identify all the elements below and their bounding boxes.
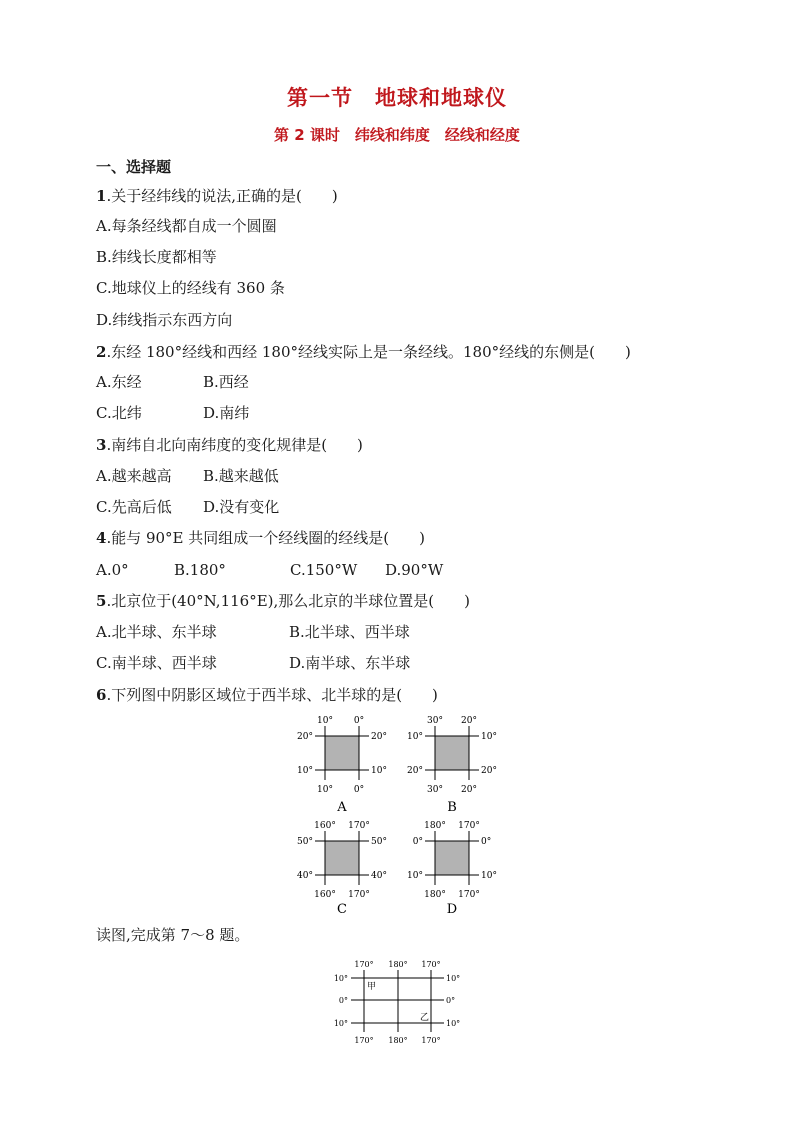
question-3-option-c: C.先高后低	[96, 498, 172, 516]
map-left-label-3: 10°	[333, 1019, 348, 1028]
figure-d-caption: D	[446, 902, 458, 917]
map-bottom-label-3: 170°	[421, 1036, 441, 1045]
question-2-option-a: A.东经	[96, 373, 142, 391]
figure-c-bottom-right: 170°	[348, 890, 370, 900]
question-1-option-d: D.纬线指示东西方向	[96, 311, 233, 329]
question-5-option-a: A.北半球、东半球	[96, 623, 217, 641]
map-figure	[334, 960, 460, 1045]
figure-b-left-bottom: 20°	[407, 766, 423, 776]
figure-c-left-top: 50°	[297, 837, 313, 847]
figure-b-bottom-right: 20°	[461, 785, 477, 795]
figure-b-bottom-left: 30°	[427, 785, 443, 795]
question-5-option-c: C.南半球、西半球	[96, 654, 217, 672]
map-point-jia: 甲	[367, 982, 377, 992]
map-left-label-1: 10°	[333, 974, 348, 983]
question-2-option-b: B.西经	[203, 373, 249, 391]
figure-a-top-left: 10°	[317, 716, 333, 726]
map-bottom-label-1: 170°	[354, 1036, 374, 1045]
map-right-label-2: 0°	[446, 996, 456, 1005]
figure-a	[297, 716, 387, 815]
figure-d-right-bottom: 10°	[481, 871, 497, 881]
question-5-stem: 5.北京位于(40°N,116°E),那么北京的半球位置是( )	[96, 592, 470, 610]
figure-c-top-right: 170°	[348, 821, 370, 831]
map-top-label-2: 180°	[388, 960, 408, 969]
question-1-option-a: A.每条经线都自成一个圆圈	[96, 217, 277, 235]
question-2-stem: 2.东经 180°经线和西经 180°经线实际上是一条经线。180°经线的东侧是( )	[96, 343, 631, 361]
figure-c-right-bottom: 40°	[371, 871, 387, 881]
figure-c	[297, 821, 387, 917]
question-2-option-d: D.南纬	[203, 404, 250, 422]
map-bottom-label-2: 180°	[388, 1036, 408, 1045]
question-3-option-d: D.没有变化	[203, 498, 280, 516]
figure-c-top-left: 160°	[314, 821, 336, 831]
question-2-option-c: C.北纬	[96, 404, 142, 422]
question-3-stem: 3.南纬自北向南纬度的变化规律是( )	[96, 436, 363, 454]
figure-b-left-top: 10°	[407, 732, 423, 742]
figure-d	[407, 821, 497, 917]
figure-c-right-top: 50°	[371, 837, 387, 847]
section-label: 一、选择题	[96, 158, 172, 176]
figure-d-left-top: 0°	[412, 837, 423, 847]
question-3-option-a: A.越来越高	[96, 467, 172, 485]
figure-a-right-bottom: 10°	[371, 766, 387, 776]
question-4-option-b: B.180°	[174, 561, 226, 579]
question-4-option-c: C.150°W	[290, 561, 358, 579]
map-top-label-1: 170°	[354, 960, 374, 969]
question-1-stem: 1.关于经纬线的说法,正确的是( )	[96, 187, 338, 205]
map-point-yi: 乙	[420, 1013, 430, 1023]
map-right-label-3: 10°	[446, 1019, 461, 1028]
question-4-stem: 4.能与 90°E 共同组成一个经线圈的经线是( )	[96, 529, 425, 547]
figure-c-bottom-left: 160°	[314, 890, 336, 900]
page-subtitle: 第 2 课时 纬线和纬度 经线和经度	[274, 126, 520, 144]
figure-a-top-right: 0°	[353, 716, 365, 726]
figure-d-top-left: 180°	[424, 821, 446, 831]
figure-a-left-bottom: 10°	[297, 766, 313, 776]
figure-a-right-top: 20°	[371, 732, 387, 742]
figure-b	[407, 716, 497, 815]
figure-a-caption: A	[337, 800, 347, 815]
figure-d-left-bottom: 10°	[407, 871, 423, 881]
figure-a-bottom-right: 0°	[353, 785, 365, 795]
figure-b-caption: B	[447, 800, 457, 815]
figure-d-bottom-left: 180°	[424, 890, 446, 900]
reading-prompt: 读图,完成第 7～8 题。	[96, 926, 250, 944]
figure-b-right-top: 10°	[481, 732, 497, 742]
question-4-option-a: A.0°	[96, 561, 129, 579]
figure-d-bottom-right: 170°	[458, 890, 480, 900]
question-1-option-c: C.地球仪上的经线有 360 条	[96, 279, 285, 297]
question-5-option-b: B.北半球、西半球	[289, 623, 410, 641]
map-left-label-2: 0°	[338, 996, 348, 1005]
map-top-label-3: 170°	[421, 960, 441, 969]
question-3-option-b: B.越来越低	[203, 467, 279, 485]
figure-a-bottom-left: 10°	[317, 785, 333, 795]
figure-a-left-top: 20°	[297, 732, 313, 742]
figure-b-top-left: 30°	[427, 716, 443, 726]
figure-c-caption: C	[337, 902, 347, 917]
figure-c-left-bottom: 40°	[297, 871, 313, 881]
figure-d-right-top: 0°	[481, 837, 492, 847]
question-5-option-d: D.南半球、东半球	[289, 654, 411, 672]
figure-b-top-right: 20°	[461, 716, 477, 726]
question-4-option-d: D.90°W	[385, 561, 444, 579]
question-1-option-b: B.纬线长度都相等	[96, 248, 217, 266]
question-6-stem: 6.下列图中阴影区域位于西半球、北半球的是( )	[96, 686, 438, 704]
page-title: 第一节 地球和地球仪	[287, 86, 507, 110]
figure-d-top-right: 170°	[458, 821, 480, 831]
map-right-label-1: 10°	[446, 974, 461, 983]
figure-b-right-bottom: 20°	[481, 766, 497, 776]
